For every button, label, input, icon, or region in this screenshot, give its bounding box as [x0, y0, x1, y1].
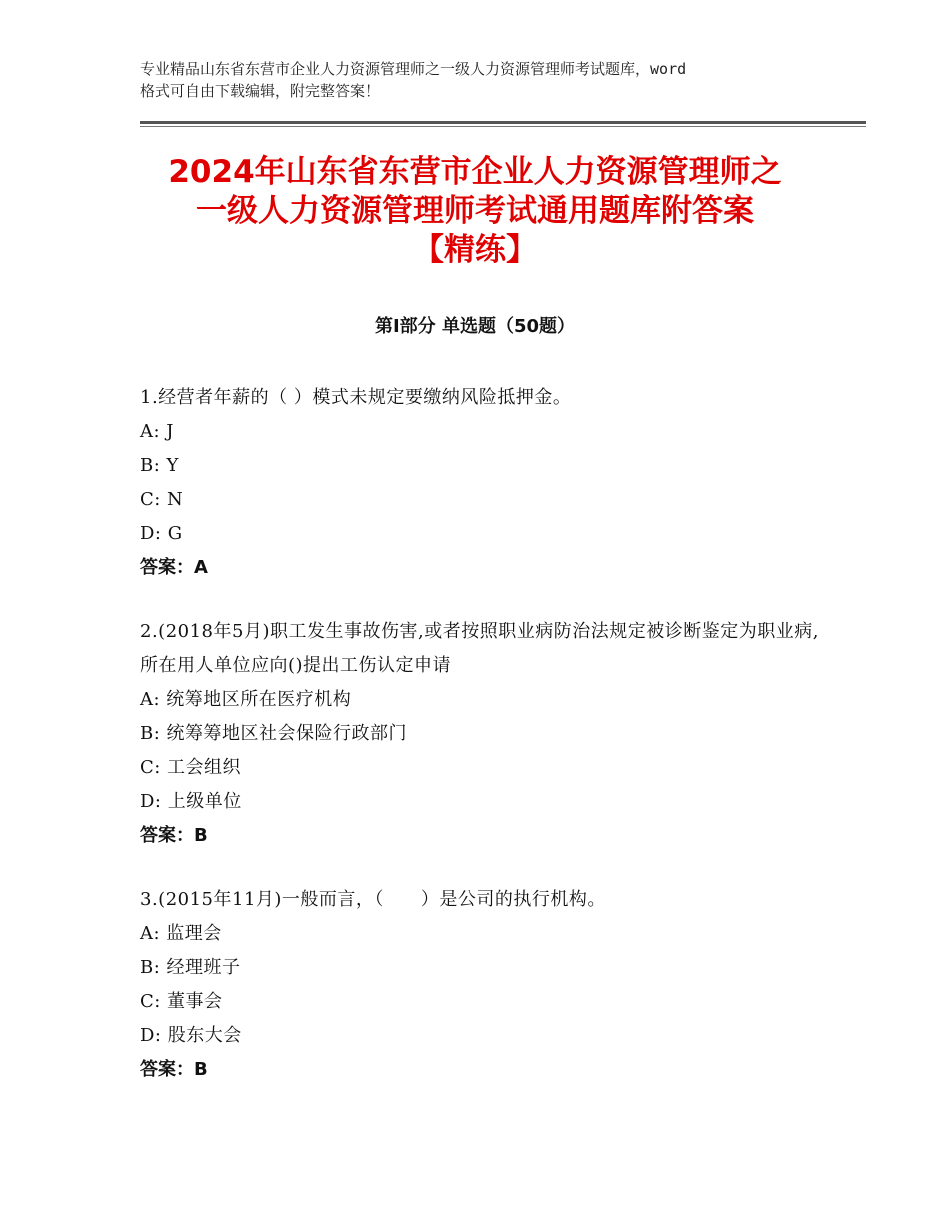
header-note-line2: 格式可自由下载编辑，附完整答案！ — [140, 82, 381, 100]
title-line3: 【精练】 — [413, 232, 537, 268]
option-b: B: 经理班子 — [140, 957, 241, 978]
option-d: D: 股东大会 — [140, 1025, 242, 1046]
question-stem: 1.经营者年薪的（ ）模式未规定要缴纳风险抵押金。 — [140, 387, 572, 408]
question-1 — [140, 381, 820, 585]
option-a: A: J — [140, 421, 175, 442]
header-note-line1: 专业精品山东省东营市企业人力资源管理师之一级人力资源管理师考试题库，word — [140, 60, 687, 78]
answer: 答案：B — [140, 825, 208, 846]
option-a: A: 统筹地区所在医疗机构 — [140, 689, 352, 710]
option-c: C: 工会组织 — [140, 757, 242, 778]
option-c: C: 董事会 — [140, 991, 223, 1012]
option-c: C: N — [140, 489, 184, 510]
option-d: D: G — [140, 523, 183, 544]
title-line2: 一级人力资源管理师考试通用题库附答案 — [196, 193, 754, 229]
option-b: B: 统筹筹地区社会保险行政部门 — [140, 723, 408, 744]
question-stem: 2.(2018年5月)职工发生事故伤害,或者按照职业病防治法规定被诊断鉴定为职业病,所在用人单位应向()提出工伤认定申请 — [140, 621, 819, 676]
header-divider — [140, 121, 866, 124]
document-title — [110, 153, 840, 270]
question-3 — [140, 883, 820, 1087]
option-a: A: 监理会 — [140, 923, 222, 944]
question-2 — [140, 615, 820, 853]
answer: 答案：A — [140, 557, 208, 578]
question-list — [140, 381, 820, 1117]
answer: 答案：B — [140, 1059, 208, 1080]
option-b: B: Y — [140, 455, 179, 476]
header-note — [140, 58, 820, 102]
section-heading: 第Ⅰ部分 单选题（50题） — [374, 316, 575, 337]
option-d: D: 上级单位 — [140, 791, 242, 812]
question-stem: 3.(2015年11月)一般而言，（ ）是公司的执行机构。 — [140, 889, 606, 910]
title-line1: 2024年山东省东营市企业人力资源管理师之 — [168, 154, 782, 190]
